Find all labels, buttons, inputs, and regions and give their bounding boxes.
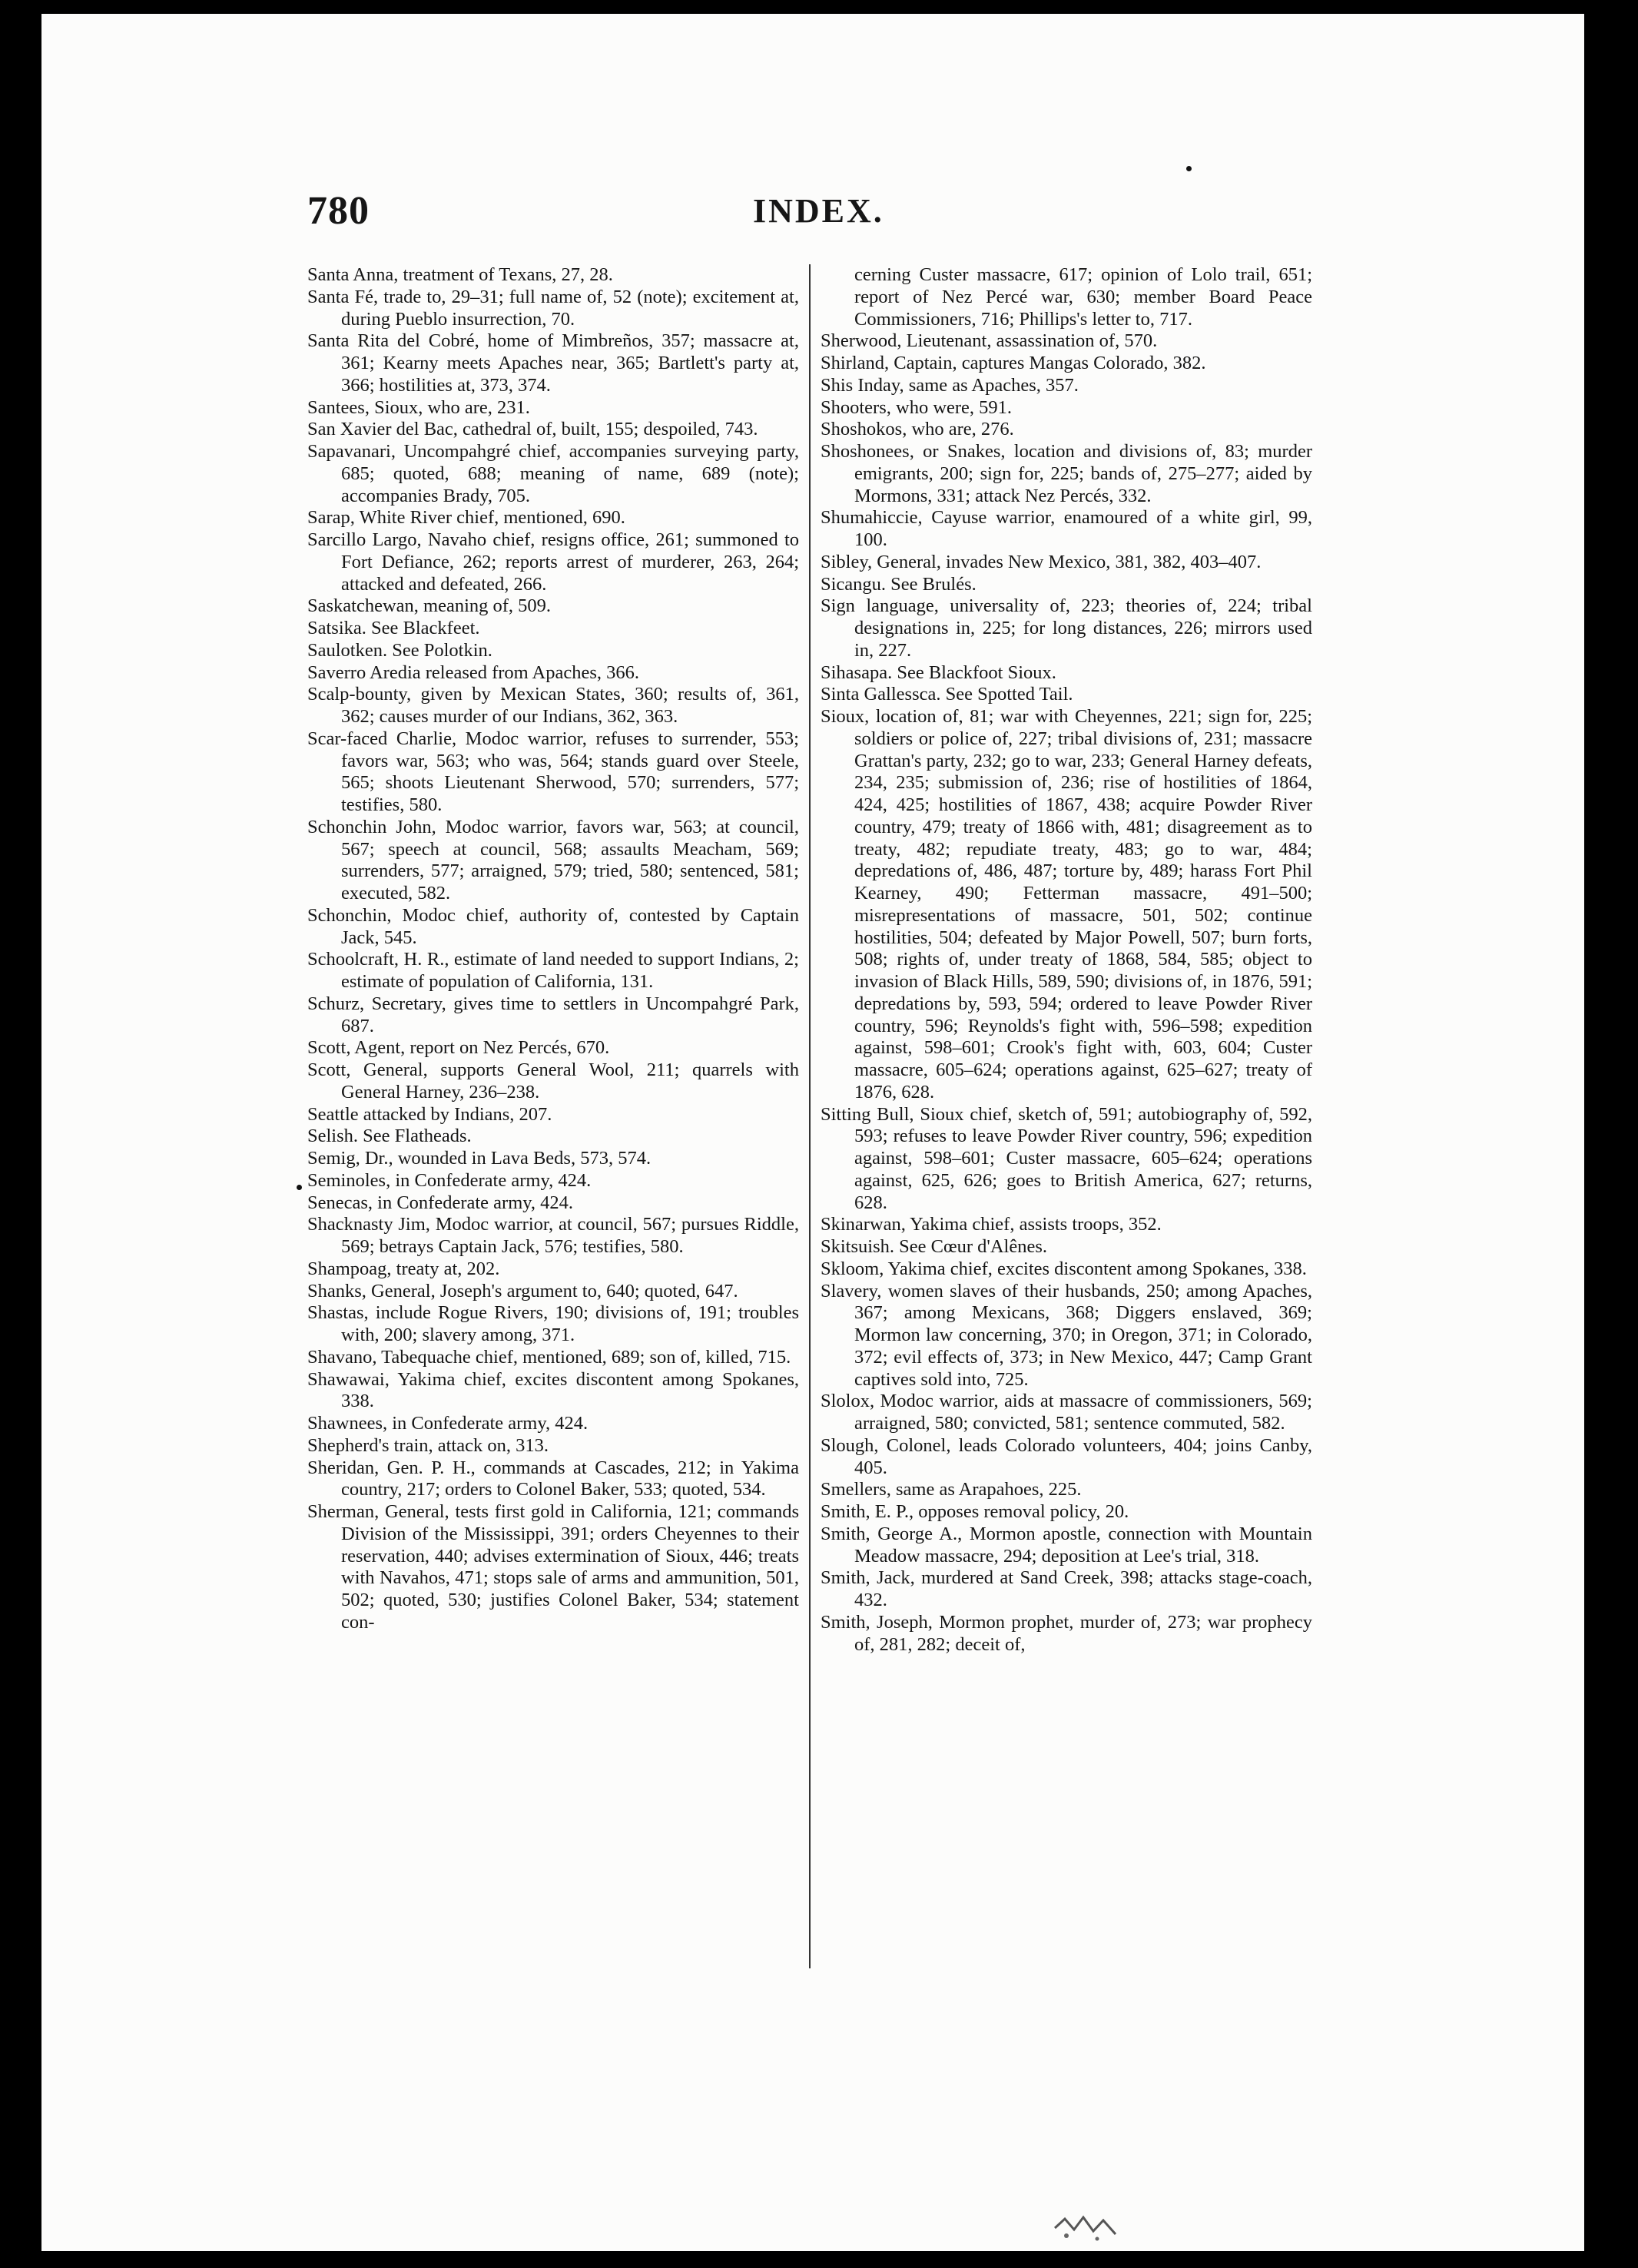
index-entry: Seattle attacked by Indians, 207. — [307, 1103, 552, 1125]
index-entry: Sinta Gallessca. See Spotted Tail. — [821, 684, 1073, 705]
index-entry: Smith, Jack, murdered at Sand Creek, 398; attacks stage-coach, 432. — [821, 1567, 1312, 1610]
scan-border-top — [0, 0, 1638, 14]
index-column-right — [821, 264, 1312, 1656]
index-entry: Shis Inday, same as Apaches, 357. — [821, 374, 1079, 396]
index-entry: Sicangu. See Brulés. — [821, 573, 976, 595]
index-entry: Sapavanari, Uncompahgré chief, accompanies surveying party, 685; quoted, 688; meaning of name, 689 (note); accompanies Brady, 705. — [307, 441, 799, 506]
ink-dot-mark — [297, 1185, 302, 1190]
index-entry: Skinarwan, Yakima chief, assists troops, 352. — [821, 1214, 1162, 1235]
index-entry: Scar-faced Charlie, Modoc warrior, refuses to surrender, 553; favors war, 563; who was, 564; stands guard over Steele, 565; shoots Lieutenant Sherwood, 570; surrenders, 577; testifies, 580. — [307, 728, 799, 815]
index-entry: San Xavier del Bac, cathedral of, built, 155; despoiled, 743. — [307, 419, 758, 440]
index-entry: Schonchin John, Modoc warrior, favors war, 563; at council, 567; speech at council, 568; assaults Meacham, 569; surrenders, 577; arraigned, 579; tried, 580; sentenced, 581; executed, 582. — [307, 816, 799, 904]
index-entry: Schoolcraft, H. R., estimate of land needed to support Indians, 2; estimate of population of California, 131. — [307, 949, 799, 992]
index-entry: Shampoag, treaty at, 202. — [307, 1258, 500, 1279]
index-entry: Shawnees, in Confederate army, 424. — [307, 1413, 589, 1434]
index-entry: Sherman, General, tests first gold in California, 121; commands Division of the Mississippi, 391; orders Cheyennes to their reservation, 440; advises extermination of Sioux, 446; treats with Navahos, 471; stops sale of arms and ammunition, 501, 502; quoted, 530; justifies Colonel Baker, 534; statement con- — [307, 1501, 799, 1633]
index-entry: Slough, Colonel, leads Colorado volunteers, 404; joins Canby, 405. — [821, 1434, 1312, 1478]
index-entry: Selish. See Flatheads. — [307, 1126, 472, 1147]
index-entry: Saskatchewan, meaning of, 509. — [307, 595, 552, 617]
index-entry: Sioux, location of, 81; war with Cheyennes, 221; sign for, 225; soldiers or police of, 227; tribal divisions of, 231; massacre Grattan's party, 232; go to war, 233; General Harney defeats, 234, 235; submission of, 236; rise of hostilities of 1864, 424, 425; hostilities of 1867, 438; acquire Powder River country, 479; treaty of 1866 with, 481; disagreement as to treaty, 482; repudiate treaty, 483; go to war, 484; depredations of, 486, 487; torture by, 489; harass Fort Phil Kearney, 490; Fetterman massacre, 491–500; misrepresentations of massacre, 501, 502; continue hostilities, 504; defeated by Major Powell, 507; burn forts, 508; rights of, under treaty of 1868, 584, 585; object to invasion of Black Hills, 589, 590; divisions of, in 1876, 591; depredations by, 593, 594; ordered to leave Powder River country, 596; Reynolds's fight with, 596–598; expedition against, 598–601; Crook's fight with, 603, 604; Custer massacre, 605–624; operations against, 625–627; treaty of 1876, 628. — [821, 706, 1312, 1102]
index-entry: Senecas, in Confederate army, 424. — [307, 1192, 574, 1213]
index-entry: Sarap, White River chief, mentioned, 690. — [307, 507, 625, 529]
index-entry: Sibley, General, invades New Mexico, 381, 382, 403–407. — [821, 551, 1262, 572]
index-entry: Sherwood, Lieutenant, assassination of, 570. — [821, 330, 1158, 352]
index-entry: Shanks, General, Joseph's argument to, 640; quoted, 647. — [307, 1280, 738, 1301]
index-entry: Skloom, Yakima chief, excites discontent among Spokanes, 338. — [821, 1258, 1307, 1279]
index-entry: Shacknasty Jim, Modoc warrior, at council, 567; pursues Riddle, 569; betrays Captain Jack, 576; testifies, 580. — [307, 1214, 799, 1257]
index-entry: Santa Rita del Cobré, home of Mimbreños, 357; massacre at, 361; Kearny meets Apaches near, 365; Bartlett's party at, 366; hostilities at, 373, 374. — [307, 330, 799, 396]
index-entry: Sarcillo Largo, Navaho chief, resigns office, 261; summoned to Fort Defiance, 262; reports arrest of murderer, 263, 264; attacked and defeated, 266. — [307, 529, 799, 595]
page-number: 780 — [307, 189, 370, 233]
index-entry: Shawawai, Yakima chief, excites discontent among Spokanes, 338. — [307, 1368, 799, 1412]
scan-border-right — [1584, 0, 1638, 2268]
index-entry: Shoshokos, who are, 276. — [821, 419, 1014, 440]
index-entry: Smith, George A., Mormon apostle, connection with Mountain Meadow massacre, 294; deposition at Lee's trial, 318. — [821, 1523, 1312, 1567]
index-entry: Sihasapa. See Blackfoot Sioux. — [821, 662, 1056, 683]
ink-dot-mark — [1186, 166, 1192, 171]
index-entry: Shooters, who were, 591. — [821, 396, 1013, 418]
index-entry: Shastas, include Rogue Rivers, 190; divisions of, 191; troubles with, 200; slavery among, 371. — [307, 1302, 799, 1345]
index-entry: Smith, Joseph, Mormon prophet, murder of, 273; war prophecy of, 281, 282; deceit of, — [821, 1611, 1312, 1655]
index-entry: Scott, General, supports General Wool, 211; quarrels with General Harney, 236–238. — [307, 1059, 799, 1102]
index-entry: Schonchin, Modoc chief, authority of, contested by Captain Jack, 545. — [307, 904, 799, 948]
index-entry-continuation: cerning Custer massacre, 617; opinion of Lolo trail, 651; report of Nez Percé war, 630; member Board Peace Commissioners, 716; Phillips's letter to, 717. — [854, 264, 1312, 330]
book-page — [41, 14, 1584, 2251]
index-entry: Semig, Dr., wounded in Lava Beds, 573, 574. — [307, 1148, 652, 1169]
index-entry: Schurz, Secretary, gives time to settlers in Uncompahgré Park, 687. — [307, 993, 799, 1036]
running-head: INDEX. — [753, 192, 884, 230]
index-entry: Santees, Sioux, who are, 231. — [307, 396, 530, 418]
index-entry: Slavery, women slaves of their husbands, 250; among Apaches, 367; among Mexicans, 368; Diggers enslaved, 369; Mormon law concerning, 370; in Oregon, 371; in Colorado, 372; evil effects of, 373; in New Mexico, 447; Camp Grant captives sold into, 725. — [821, 1280, 1312, 1390]
index-entry: Shavano, Tabequache chief, mentioned, 689; son of, killed, 715. — [307, 1346, 791, 1368]
column-divider — [809, 264, 811, 1968]
index-entry: Santa Fé, trade to, 29–31; full name of, 52 (note); excitement at, during Pueblo insurrection, 70. — [307, 286, 799, 330]
scan-border-bottom — [0, 2251, 1638, 2268]
index-entry: Santa Anna, treatment of Texans, 27, 28. — [307, 264, 613, 285]
index-entry: Scalp-bounty, given by Mexican States, 360; results of, 361, 362; causes murder of our Indians, 362, 363. — [307, 684, 799, 727]
index-entry: Shepherd's train, attack on, 313. — [307, 1434, 549, 1456]
index-entry: Smellers, same as Arapahoes, 225. — [821, 1479, 1082, 1500]
scan-border-left — [0, 0, 41, 2268]
index-entry: Shirland, Captain, captures Mangas Colorado, 382. — [821, 353, 1206, 373]
page-header — [307, 188, 884, 242]
index-entry: Slolox, Modoc warrior, aids at massacre of commissioners, 569; arraigned, 580; convicted, 581; sentence commuted, 582. — [821, 1391, 1312, 1434]
index-entry: Skitsuish. See Cœur d'Alênes. — [821, 1236, 1048, 1257]
index-entry: Seminoles, in Confederate army, 424. — [307, 1169, 592, 1191]
index-entry: Smith, E. P., opposes removal policy, 20. — [821, 1501, 1129, 1522]
index-entry: Saverro Aredia released from Apaches, 366. — [307, 662, 639, 683]
scan-speckle-mark — [1051, 2213, 1120, 2243]
index-entry: Saulotken. See Polotkin. — [307, 639, 492, 661]
index-entry: Sign language, universality of, 223; theories of, 224; tribal designations in, 225; for long distances, 226; mirrors used in, 227. — [821, 595, 1312, 661]
index-entry: Sheridan, Gen. P. H., commands at Cascades, 212; in Yakima country, 217; orders to Colonel Baker, 533; quoted, 534. — [307, 1457, 799, 1500]
index-column-left — [307, 264, 799, 1634]
index-entry: Scott, Agent, report on Nez Percés, 670. — [307, 1037, 610, 1059]
index-entry: Shoshonees, or Snakes, location and divisions of, 83; murder emigrants, 200; sign for, 225; bands of, 275–277; aided by Mormons, 331; attack Nez Percés, 332. — [821, 441, 1312, 506]
index-entry: Satsika. See Blackfeet. — [307, 618, 480, 638]
index-entry: Shumahiccie, Cayuse warrior, enamoured of a white girl, 99, 100. — [821, 507, 1312, 550]
index-entry: Sitting Bull, Sioux chief, sketch of, 591; autobiography of, 592, 593; refuses to leave Powder River country, 596; expedition against, 598–601; Custer massacre, 605–624; operations against, 625, 626; goes to British America, 627; returns, 628. — [821, 1103, 1312, 1213]
